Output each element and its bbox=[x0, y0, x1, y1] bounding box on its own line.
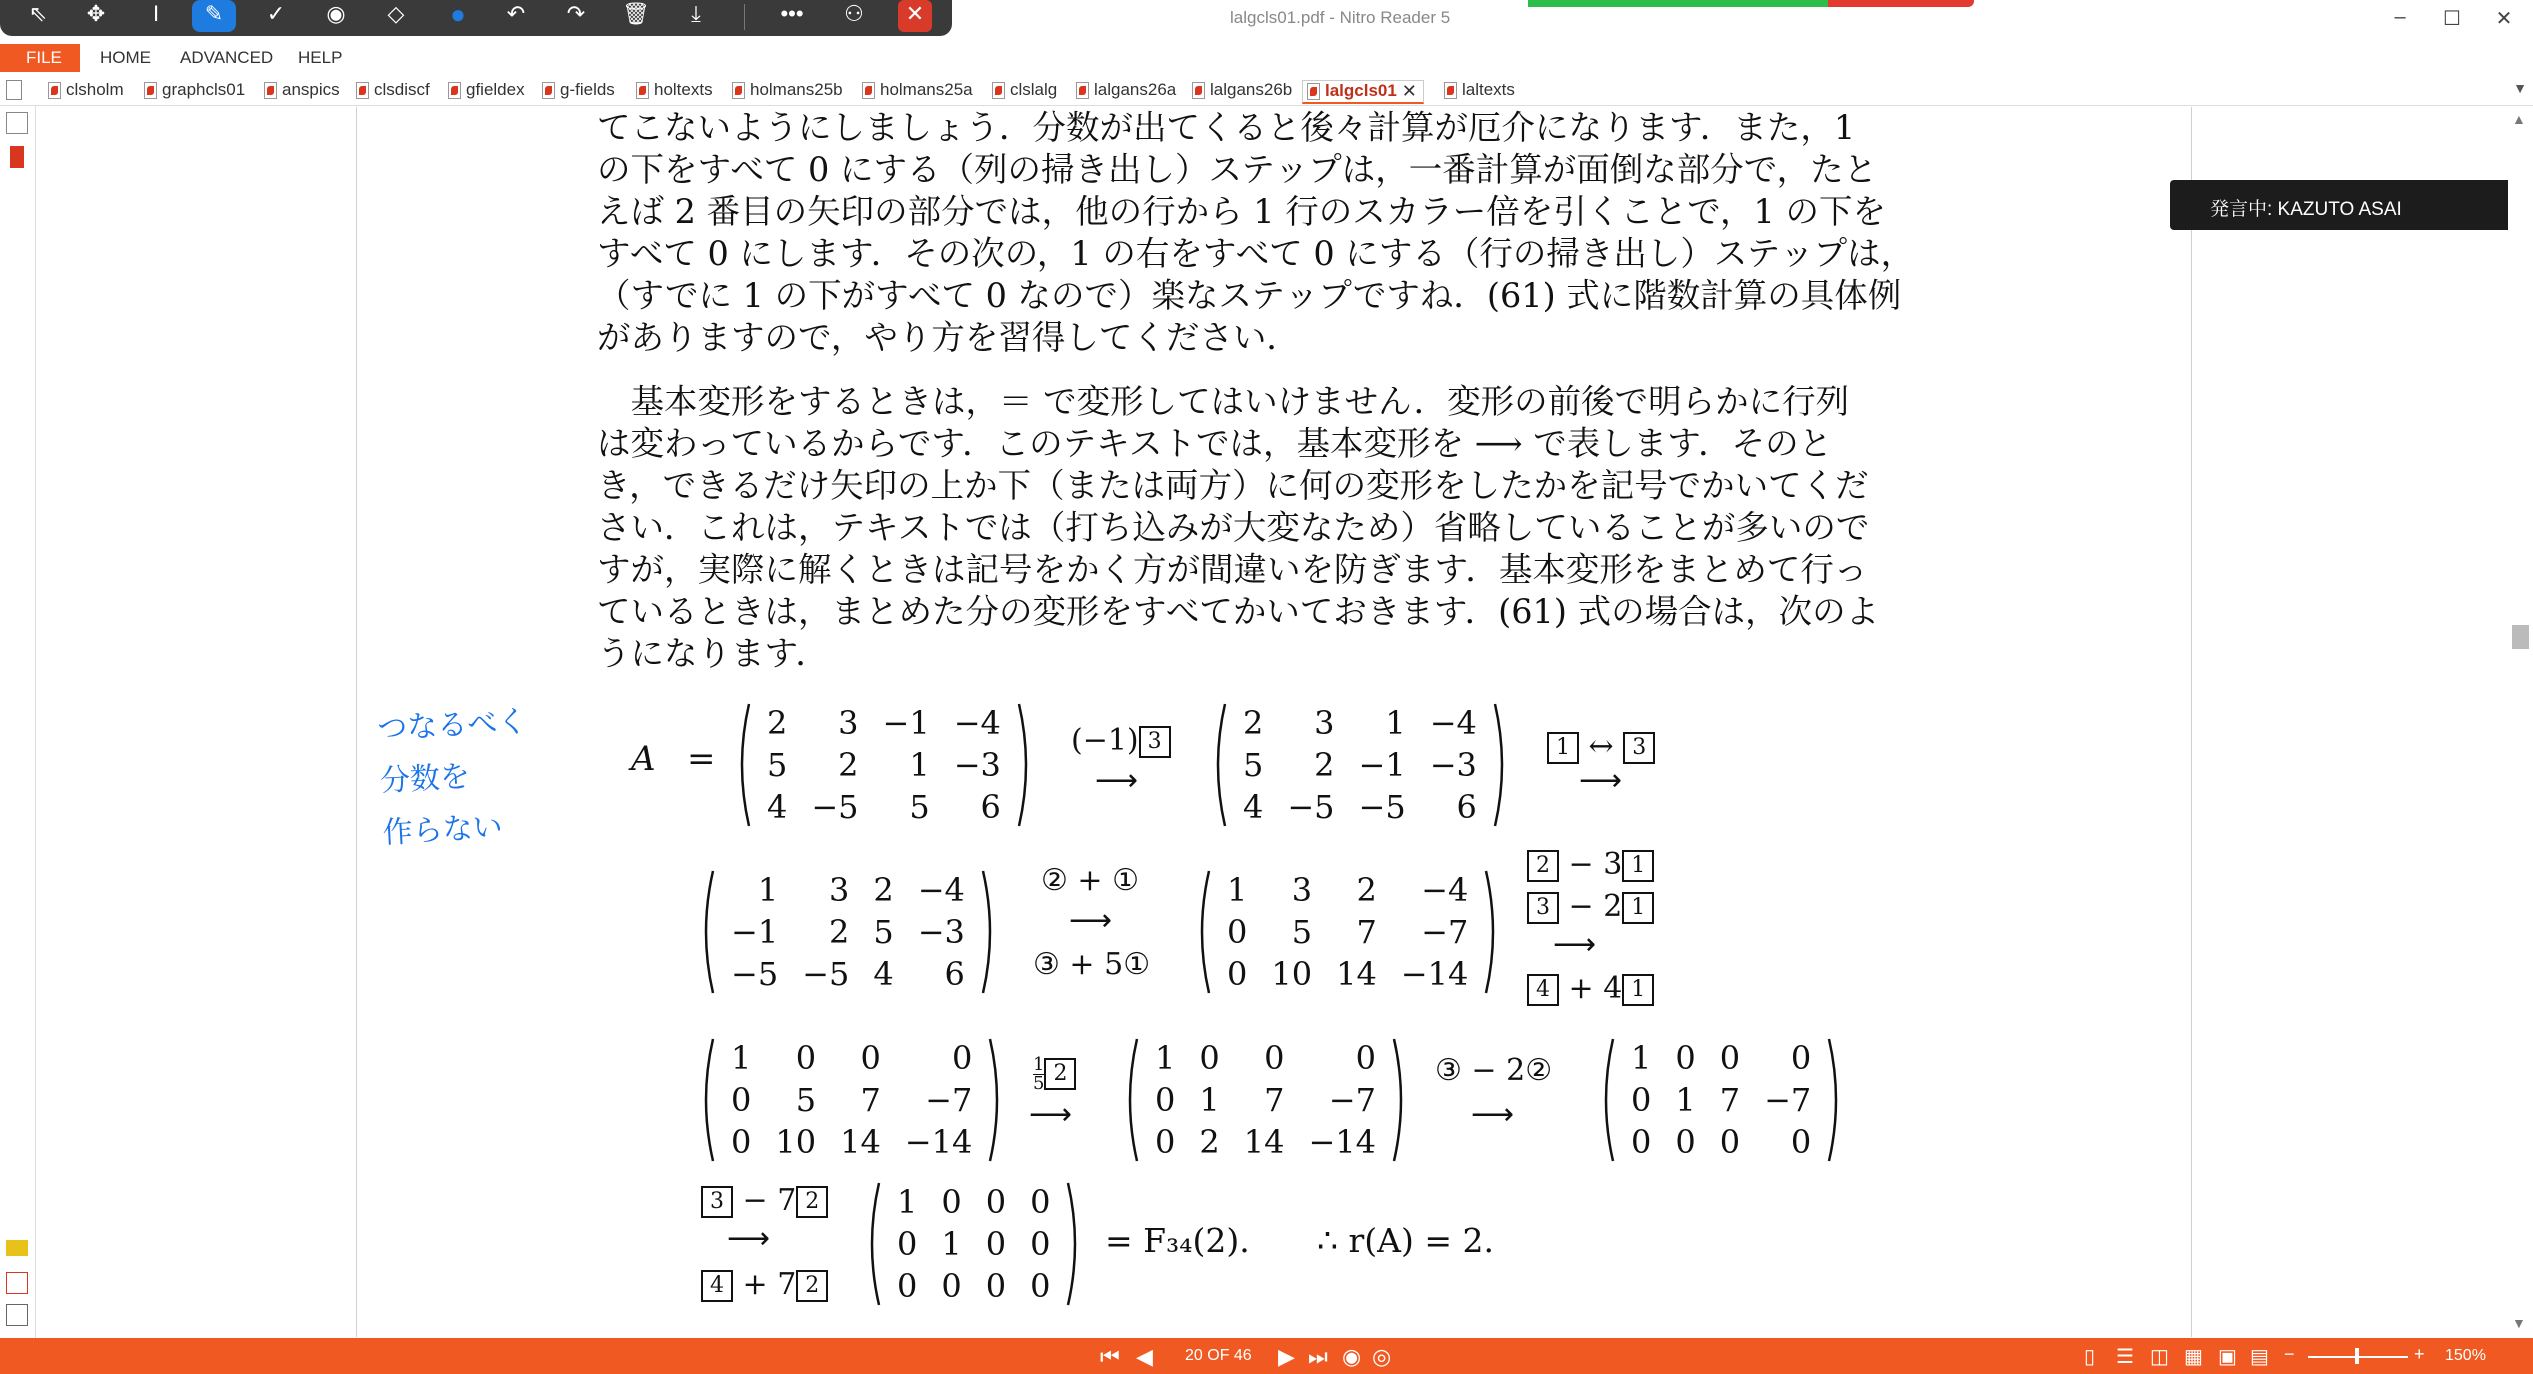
right-paren-curve bbox=[983, 871, 990, 993]
equals-sign: = bbox=[687, 739, 716, 779]
arrow-2: ⟶ bbox=[1579, 763, 1623, 798]
pdf-icon bbox=[1192, 82, 1205, 99]
tab-lalgans26a[interactable]: lalgans26a bbox=[1072, 80, 1176, 104]
matrix-table bbox=[1215, 869, 1480, 995]
op3-top: ② + ① bbox=[1041, 863, 1139, 898]
matrix-2 bbox=[1209, 702, 1511, 828]
matrix-cell: 0 bbox=[1631, 1081, 1652, 1119]
matrix-cell: 0 bbox=[731, 1123, 752, 1161]
matrix-cell: 5 bbox=[1291, 913, 1313, 951]
matrix-row bbox=[719, 1121, 984, 1163]
matrix-row bbox=[1215, 953, 1480, 995]
close-toolbar-icon[interactable]: ✕ bbox=[898, 0, 932, 32]
matrix-cell: 0 bbox=[985, 1225, 1007, 1263]
matrix-cell: 5 bbox=[873, 913, 894, 951]
matrix-cell: 0 bbox=[985, 1183, 1007, 1221]
text-cursor-icon[interactable]: I bbox=[152, 1, 160, 26]
color-dot-icon[interactable]: ● bbox=[450, 0, 466, 29]
matrix-row bbox=[1619, 1121, 1823, 1163]
page-icon[interactable] bbox=[6, 80, 22, 100]
left-paren bbox=[863, 1181, 883, 1315]
continuous-icon[interactable]: ☰ bbox=[2116, 1346, 2134, 1368]
more-icon[interactable]: ••• bbox=[780, 1, 804, 26]
op2-label: 1 ↔ 3 bbox=[1547, 729, 1655, 764]
matrix-cell: −5 bbox=[1287, 788, 1335, 826]
matrix-table bbox=[1231, 702, 1489, 828]
arrow-1: ⟶ bbox=[1095, 763, 1139, 798]
matrix-cell: −5 bbox=[731, 955, 779, 993]
matrix-row bbox=[755, 744, 1013, 786]
result-f34: = F₃₄(2). bbox=[1105, 1221, 1250, 1260]
right-paren bbox=[979, 869, 999, 1003]
matrix-cell: 0 bbox=[1719, 1039, 1741, 1077]
row-box: 1 bbox=[1547, 732, 1579, 764]
matrix-cell: 2 bbox=[767, 704, 788, 742]
matrix-cell: −5 bbox=[811, 788, 859, 826]
paragraph-2: 基本変形をするときは，＝ で変形してはいけません．変形の前後で明らかに行列 は変わっているからです．このテキストでは，基本変形を ⟶ で表します．そのと き，できるだけ矢印の上か下（または両方）に何の変形をしたかを記号でかいてくだ さい．これは，テキストでは（打ち込みが大変なため）省略していることが多いので すが，実際に解くときは記号をかく方が間違いを防ぎます．基本変形をまとめて行っ ているときは，まとめた分の変形をすべてかいておきます．(61) 式の場合は，次のよ うになります． bbox=[597, 382, 1880, 673]
left-paren-curve bbox=[742, 704, 749, 826]
matrix-cell: −7 bbox=[1421, 913, 1469, 951]
tab-clslalg[interactable]: clslalg bbox=[988, 80, 1057, 104]
left-paren-curve bbox=[1202, 871, 1209, 993]
matrix-cell: 5 bbox=[767, 746, 788, 784]
tab-graphcls01[interactable]: graphcls01 bbox=[140, 80, 245, 104]
matrix-cell: −14 bbox=[1308, 1123, 1376, 1161]
matrix-cell: 0 bbox=[951, 1039, 973, 1077]
row-box: 3 bbox=[1623, 732, 1655, 764]
fit-width-icon[interactable]: ▤ bbox=[2250, 1346, 2269, 1368]
matrix-cell: 1 bbox=[757, 871, 779, 909]
matrix-cell: 0 bbox=[1030, 1267, 1051, 1305]
matrix-cell: 2 bbox=[838, 746, 859, 784]
bookmarks-icon[interactable] bbox=[10, 146, 24, 168]
matrix-cell: 0 bbox=[1675, 1123, 1696, 1161]
matrix-cell: 0 bbox=[731, 1081, 752, 1119]
right-paren bbox=[1015, 702, 1035, 836]
tab-laltexts[interactable]: laltexts bbox=[1440, 80, 1515, 104]
left-paren-curve bbox=[1218, 704, 1225, 826]
matrix-row bbox=[1215, 869, 1480, 911]
matrix-cell: 0 bbox=[985, 1267, 1007, 1305]
tab-g-fields[interactable]: g-fields bbox=[538, 80, 615, 104]
op4-row2: 3 − 2 1 bbox=[1527, 889, 1654, 924]
matrix-cell: 2 bbox=[1199, 1123, 1220, 1161]
right-paren-curve bbox=[1495, 704, 1502, 826]
row-box: 2 bbox=[1527, 850, 1559, 882]
matrix-cell: 14 bbox=[1243, 1123, 1285, 1161]
matrix-table bbox=[1619, 1037, 1823, 1163]
undo-icon[interactable]: ↶ bbox=[506, 1, 526, 26]
pdf-icon bbox=[992, 82, 1005, 99]
matrix-cell: 3 bbox=[1291, 871, 1313, 909]
tab-clsdiscf[interactable]: clsdiscf bbox=[352, 80, 430, 104]
matrix-cell: −14 bbox=[904, 1123, 973, 1161]
matrix-cell: 0 bbox=[1631, 1123, 1652, 1161]
page-indicator[interactable]: 20 OF 46 bbox=[1185, 1347, 1252, 1364]
matrix-cell: 1 bbox=[1675, 1081, 1696, 1119]
toolbar-separator bbox=[744, 4, 745, 30]
left-paren bbox=[697, 1037, 717, 1171]
left-paren-curve bbox=[1130, 1039, 1137, 1161]
first-page-icon[interactable]: ⏮ bbox=[1100, 1344, 1120, 1369]
left-paren-curve bbox=[706, 1039, 713, 1161]
arrow-7: ⟶ bbox=[727, 1221, 771, 1256]
matrix-cell: 6 bbox=[980, 788, 1001, 826]
pdf-icon bbox=[636, 82, 649, 99]
matrix-cell: 0 bbox=[860, 1039, 881, 1077]
matrix-cell: −3 bbox=[1429, 746, 1477, 784]
annotation-toolbar bbox=[0, 0, 952, 36]
pdf-icon bbox=[48, 82, 61, 99]
tab-holmans25b[interactable]: holmans25b bbox=[728, 80, 843, 104]
facing-continuous-icon[interactable]: ▦ bbox=[2184, 1346, 2203, 1368]
matrix-cell: 0 bbox=[1790, 1039, 1812, 1077]
matrix-row bbox=[719, 953, 977, 995]
pdf-icon bbox=[448, 82, 461, 99]
zoom-in-button[interactable]: + bbox=[2414, 1344, 2425, 1364]
matrix-cell: −4 bbox=[1421, 871, 1469, 909]
matrix-cell: 0 bbox=[1155, 1123, 1176, 1161]
matrix-cell: 2 bbox=[828, 913, 850, 951]
tab-holtexts[interactable]: holtexts bbox=[632, 80, 713, 104]
matrix-row bbox=[719, 1037, 984, 1079]
matrix-cell: 10 bbox=[775, 1123, 817, 1161]
menu-bar bbox=[0, 44, 2533, 72]
check-icon[interactable]: ✓ bbox=[266, 1, 286, 26]
matrix-cell: 0 bbox=[1227, 955, 1248, 993]
matrix-cell: 0 bbox=[1264, 1039, 1285, 1077]
matrix-cell: 1 bbox=[897, 1183, 918, 1221]
matrix-row bbox=[1231, 744, 1489, 786]
matrix-cell: 3 bbox=[1314, 704, 1335, 742]
matrix-5 bbox=[697, 1037, 1006, 1163]
zoom-level[interactable]: 150% bbox=[2445, 1347, 2486, 1364]
op4-row3: 4 + 4 1 bbox=[1527, 971, 1654, 1006]
window-title: lalgcls01.pdf - Nitro Reader 5 bbox=[1230, 8, 1451, 27]
matrix-row bbox=[1619, 1079, 1823, 1121]
matrix-7 bbox=[1597, 1037, 1845, 1163]
matrix-cell: 4 bbox=[1243, 788, 1264, 826]
next-page-icon[interactable]: ▶ bbox=[1278, 1344, 1295, 1369]
matrix-row bbox=[885, 1265, 1062, 1307]
back-view-icon[interactable]: ◉ bbox=[1342, 1344, 1362, 1369]
matrix-cell: −1 bbox=[731, 913, 779, 951]
matrix-row bbox=[755, 786, 1013, 828]
arrow-4: ⟶ bbox=[1553, 927, 1597, 962]
matrix-8 bbox=[863, 1181, 1084, 1307]
matrix-cell: 0 bbox=[1155, 1081, 1176, 1119]
matrix-cell: −3 bbox=[953, 746, 1001, 784]
rank-result: ∴ r(A) = 2. bbox=[1317, 1221, 1494, 1260]
speaker-badge: 発言中: KAZUTO ASAI bbox=[2170, 180, 2512, 230]
output-icon[interactable] bbox=[6, 1304, 28, 1326]
matrix-cell: 2 bbox=[1356, 871, 1377, 909]
matrix-cell: 1 bbox=[1199, 1081, 1220, 1119]
matrix-cell: 2 bbox=[1314, 746, 1335, 784]
matrix-cell: 0 bbox=[941, 1267, 962, 1305]
matrix-cell: 0 bbox=[941, 1183, 962, 1221]
pdf-icon bbox=[1444, 82, 1457, 99]
matrix-cell: 0 bbox=[1719, 1123, 1741, 1161]
op1-label: (−1) 3 bbox=[1071, 723, 1171, 758]
paragraph-1: てこないようにしましょう．分数が出てくると後々計算が厄介になります．また，1 の下をすべて 0 にする（列の掃き出し）ステップは，一番計算が面倒な部分で，たと えば 2 番目の矢印の部分では，他の行から 1 行のスカラー倍を引くことで，1 の下を すべて 0 にします．その次の，1 の右をすべて 0 にする（行の掃き出し）ステップは， （すでに 1 の下がすべて 0 なので）楽なステップですね．(61) 式に階数計算の具体例 がありますので，やり方を習得してください． bbox=[597, 108, 1915, 357]
matrix-cell: 0 bbox=[1030, 1183, 1051, 1221]
pen-icon[interactable]: ✎ bbox=[192, 0, 236, 32]
matrix-cell: 10 bbox=[1271, 955, 1313, 993]
matrix-cell: 7 bbox=[860, 1081, 881, 1119]
menu-help[interactable]: HELP bbox=[298, 48, 343, 67]
left-sidebar bbox=[0, 106, 36, 1338]
right-paren-curve bbox=[990, 1039, 997, 1161]
matrix-row bbox=[719, 869, 977, 911]
matrix-cell: 5 bbox=[909, 788, 930, 826]
matrix-cell: 0 bbox=[1227, 913, 1248, 951]
matrix-cell: 1 bbox=[1155, 1039, 1176, 1077]
matrix-cell: 3 bbox=[828, 871, 850, 909]
select-arrow-icon[interactable]: ⇖ bbox=[28, 1, 48, 26]
matrix-cell: −4 bbox=[917, 871, 965, 909]
tab-anspics[interactable]: anspics bbox=[260, 80, 340, 104]
stamp-icon[interactable]: ◉ bbox=[326, 1, 346, 26]
menu-home[interactable]: HOME bbox=[100, 48, 151, 67]
right-paren-curve bbox=[1394, 1039, 1401, 1161]
matrix-table bbox=[719, 869, 977, 995]
pdf-icon bbox=[1307, 83, 1320, 100]
matrix-a-label: A bbox=[631, 739, 656, 779]
row-box: 2 bbox=[796, 1186, 828, 1218]
fit-page-icon[interactable]: ▣ bbox=[2218, 1346, 2237, 1368]
matrix-cell: −4 bbox=[953, 704, 1001, 742]
row-box: 4 bbox=[1527, 974, 1559, 1006]
matrix-cell: −1 bbox=[1358, 746, 1406, 784]
op7-row2: 4 + 7 2 bbox=[701, 1267, 828, 1302]
single-page-icon[interactable]: ▯ bbox=[2084, 1346, 2096, 1368]
matrix-cell: 2 bbox=[873, 871, 894, 909]
pages-panel-icon[interactable] bbox=[6, 112, 28, 134]
matrix-cell: 7 bbox=[1356, 913, 1377, 951]
arrow-5: ⟶ bbox=[1029, 1097, 1073, 1132]
matrix-row bbox=[1619, 1037, 1823, 1079]
matrix-cell: 2 bbox=[1243, 704, 1264, 742]
right-paren bbox=[1390, 1037, 1410, 1171]
maximize-button[interactable]: ☐ bbox=[2443, 8, 2461, 30]
row-box: 3 bbox=[1139, 726, 1171, 758]
matrix-cell: 7 bbox=[1719, 1081, 1741, 1119]
matrix-cell: 1 bbox=[941, 1225, 962, 1263]
row-box: 1 bbox=[1622, 892, 1654, 924]
left-paren bbox=[1193, 869, 1213, 1003]
matrix-cell: 1 bbox=[1227, 871, 1248, 909]
matrix-table bbox=[885, 1181, 1062, 1307]
pdf-icon bbox=[542, 82, 555, 99]
matrix-row bbox=[1215, 911, 1480, 953]
eraser-icon[interactable]: ◇ bbox=[387, 1, 405, 26]
matrix-cell: 6 bbox=[944, 955, 965, 993]
row-box: 3 bbox=[701, 1186, 733, 1218]
matrix-row bbox=[719, 1079, 984, 1121]
download-icon[interactable]: ⤓ bbox=[691, 1, 701, 26]
matrix-cell: 4 bbox=[873, 955, 894, 993]
matrix-row bbox=[885, 1181, 1062, 1223]
op3-bottom: ③ + 5① bbox=[1033, 947, 1151, 982]
tab-gfieldex[interactable]: gfieldex bbox=[444, 80, 525, 104]
user-settings-icon[interactable]: ⚇ bbox=[844, 1, 864, 26]
redo-icon[interactable]: ↷ bbox=[566, 1, 586, 26]
fraction: $\frac{1}{5}$ bbox=[1033, 1053, 1045, 1094]
left-paren bbox=[1121, 1037, 1141, 1171]
matrix-row bbox=[1143, 1079, 1388, 1121]
right-paren bbox=[1064, 1181, 1084, 1315]
matrix-cell: −14 bbox=[1400, 955, 1469, 993]
matrix-row bbox=[885, 1223, 1062, 1265]
op4-row1: 2 − 3 1 bbox=[1527, 847, 1654, 882]
right-paren-curve bbox=[1019, 704, 1026, 826]
matrix-row bbox=[719, 911, 977, 953]
matrix-4 bbox=[1193, 869, 1502, 995]
right-paren-curve bbox=[1068, 1183, 1075, 1305]
row-box: 1 bbox=[1622, 850, 1654, 882]
left-paren-curve bbox=[872, 1183, 879, 1305]
document-tabs bbox=[0, 76, 2533, 106]
matrix-cell: 0 bbox=[897, 1267, 918, 1305]
matrix-cell: 4 bbox=[767, 788, 788, 826]
menu-advanced[interactable]: ADVANCED bbox=[180, 48, 274, 67]
matrix-6 bbox=[1121, 1037, 1410, 1163]
handwritten-note: つなるべく 分数を 作らない bbox=[376, 704, 529, 851]
matrix-table bbox=[719, 1037, 984, 1163]
matrix-cell: −5 bbox=[1358, 788, 1406, 826]
matrix-row bbox=[1143, 1121, 1388, 1163]
scrollbar-thumb[interactable] bbox=[2512, 625, 2529, 649]
minimize-button[interactable]: – bbox=[2394, 6, 2406, 28]
zoom-slider-knob[interactable] bbox=[2355, 1348, 2359, 1364]
matrix-cell: 3 bbox=[838, 704, 859, 742]
forward-view-icon[interactable]: ◎ bbox=[1372, 1344, 1392, 1369]
matrix-cell: −7 bbox=[1764, 1081, 1812, 1119]
pdf-icon bbox=[732, 82, 745, 99]
close-window-button[interactable]: ✕ bbox=[2495, 8, 2513, 30]
left-paren bbox=[1209, 702, 1229, 836]
pdf-icon bbox=[862, 82, 875, 99]
row-box: 2 bbox=[796, 1270, 828, 1302]
matrix-cell: −3 bbox=[917, 913, 965, 951]
vertical-scrollbar[interactable] bbox=[2508, 107, 2533, 1337]
matrix-cell: −5 bbox=[802, 955, 850, 993]
matrix-row bbox=[1143, 1037, 1388, 1079]
pdf-icon bbox=[1076, 82, 1089, 99]
matrix-row bbox=[1231, 702, 1489, 744]
matrix-cell: 0 bbox=[1790, 1123, 1812, 1161]
left-paren-curve bbox=[1606, 1039, 1613, 1161]
comments-icon[interactable] bbox=[6, 1240, 28, 1256]
row-box: 3 bbox=[1527, 892, 1559, 924]
right-paren-curve bbox=[1829, 1039, 1836, 1161]
matrix-cell: 5 bbox=[1243, 746, 1264, 784]
left-paren-curve bbox=[706, 871, 713, 993]
right-paren bbox=[1825, 1037, 1845, 1171]
matrix-cell: 0 bbox=[1675, 1039, 1696, 1077]
matrix-table bbox=[1143, 1037, 1388, 1163]
row-box: 4 bbox=[701, 1270, 733, 1302]
pdf-icon bbox=[144, 82, 157, 99]
matrix-row bbox=[755, 702, 1013, 744]
meeting-progress-red bbox=[1828, 0, 1974, 7]
matrix-cell: −4 bbox=[1429, 704, 1477, 742]
matrix-cell: 7 bbox=[1264, 1081, 1285, 1119]
last-page-icon[interactable]: ⏭ bbox=[1308, 1344, 1328, 1369]
matrix-cell: 1 bbox=[1385, 704, 1406, 742]
chevron-down-icon[interactable]: ▼ bbox=[2513, 80, 2527, 96]
matrix-cell: 0 bbox=[1199, 1039, 1220, 1077]
pdf-icon bbox=[356, 82, 369, 99]
right-paren-curve bbox=[1486, 871, 1493, 993]
zoom-out-button[interactable]: − bbox=[2284, 1344, 2295, 1364]
matrix-cell: 0 bbox=[795, 1039, 817, 1077]
matrix-cell: 0 bbox=[897, 1225, 918, 1263]
attachments-icon[interactable] bbox=[6, 1272, 28, 1294]
matrix-cell: 1 bbox=[731, 1039, 752, 1077]
status-bar bbox=[0, 1338, 2533, 1374]
matrix-cell: 6 bbox=[1456, 788, 1477, 826]
matrix-cell: −7 bbox=[1328, 1081, 1376, 1119]
matrix-cell: 14 bbox=[840, 1123, 881, 1161]
matrix-3 bbox=[697, 869, 999, 995]
right-paren bbox=[1482, 869, 1502, 1003]
op5-label bbox=[1033, 1055, 1076, 1093]
matrix-1 bbox=[733, 702, 1035, 828]
row-box: 1 bbox=[1622, 974, 1654, 1006]
tab-lalgcls01[interactable]: lalgcls01 ✕ bbox=[1302, 80, 1424, 104]
left-paren bbox=[1597, 1037, 1617, 1171]
facing-icon[interactable]: ◫ bbox=[2150, 1346, 2169, 1368]
tab-clsholm[interactable]: clsholm bbox=[44, 80, 124, 104]
prev-page-icon[interactable]: ◀ bbox=[1136, 1344, 1153, 1369]
pdf-icon bbox=[264, 82, 277, 99]
tab-holmans25a[interactable]: holmans25a bbox=[858, 80, 973, 104]
arrow-6: ⟶ bbox=[1471, 1097, 1515, 1132]
arrow-3: ⟶ bbox=[1069, 903, 1113, 938]
matrix-cell: 5 bbox=[795, 1081, 817, 1119]
matrix-cell: 0 bbox=[1030, 1225, 1051, 1263]
matrix-row bbox=[1231, 786, 1489, 828]
right-paren bbox=[986, 1037, 1006, 1171]
op7-row1: 3 − 7 2 bbox=[701, 1183, 828, 1218]
left-paren bbox=[697, 869, 717, 1003]
close-tab-icon[interactable]: ✕ bbox=[1401, 81, 1417, 101]
matrix-cell: 1 bbox=[909, 746, 930, 784]
matrix-cell: 0 bbox=[1355, 1039, 1376, 1077]
meeting-progress-green bbox=[1528, 0, 1828, 7]
right-paren bbox=[1491, 702, 1511, 836]
tab-lalgans26b[interactable]: lalgans26b bbox=[1188, 80, 1292, 104]
matrix-cell: −7 bbox=[925, 1081, 973, 1119]
menu-file[interactable]: FILE bbox=[0, 44, 80, 72]
matrix-cell: −1 bbox=[882, 704, 930, 742]
trash-icon[interactable]: 🗑 bbox=[622, 1, 650, 26]
matrix-cell: 1 bbox=[1631, 1039, 1652, 1077]
row-box: 2 bbox=[1044, 1058, 1076, 1090]
scroll-down-icon[interactable]: ▼ bbox=[2512, 1315, 2526, 1331]
op6-label: ③ − 2② bbox=[1435, 1053, 1553, 1088]
move-icon[interactable]: ✥ bbox=[86, 1, 106, 26]
left-paren bbox=[733, 702, 753, 836]
matrix-cell: 14 bbox=[1336, 955, 1377, 993]
pdf-page bbox=[356, 107, 2192, 1337]
matrix-table bbox=[755, 702, 1013, 828]
scroll-up-icon[interactable]: ▲ bbox=[2512, 111, 2526, 127]
